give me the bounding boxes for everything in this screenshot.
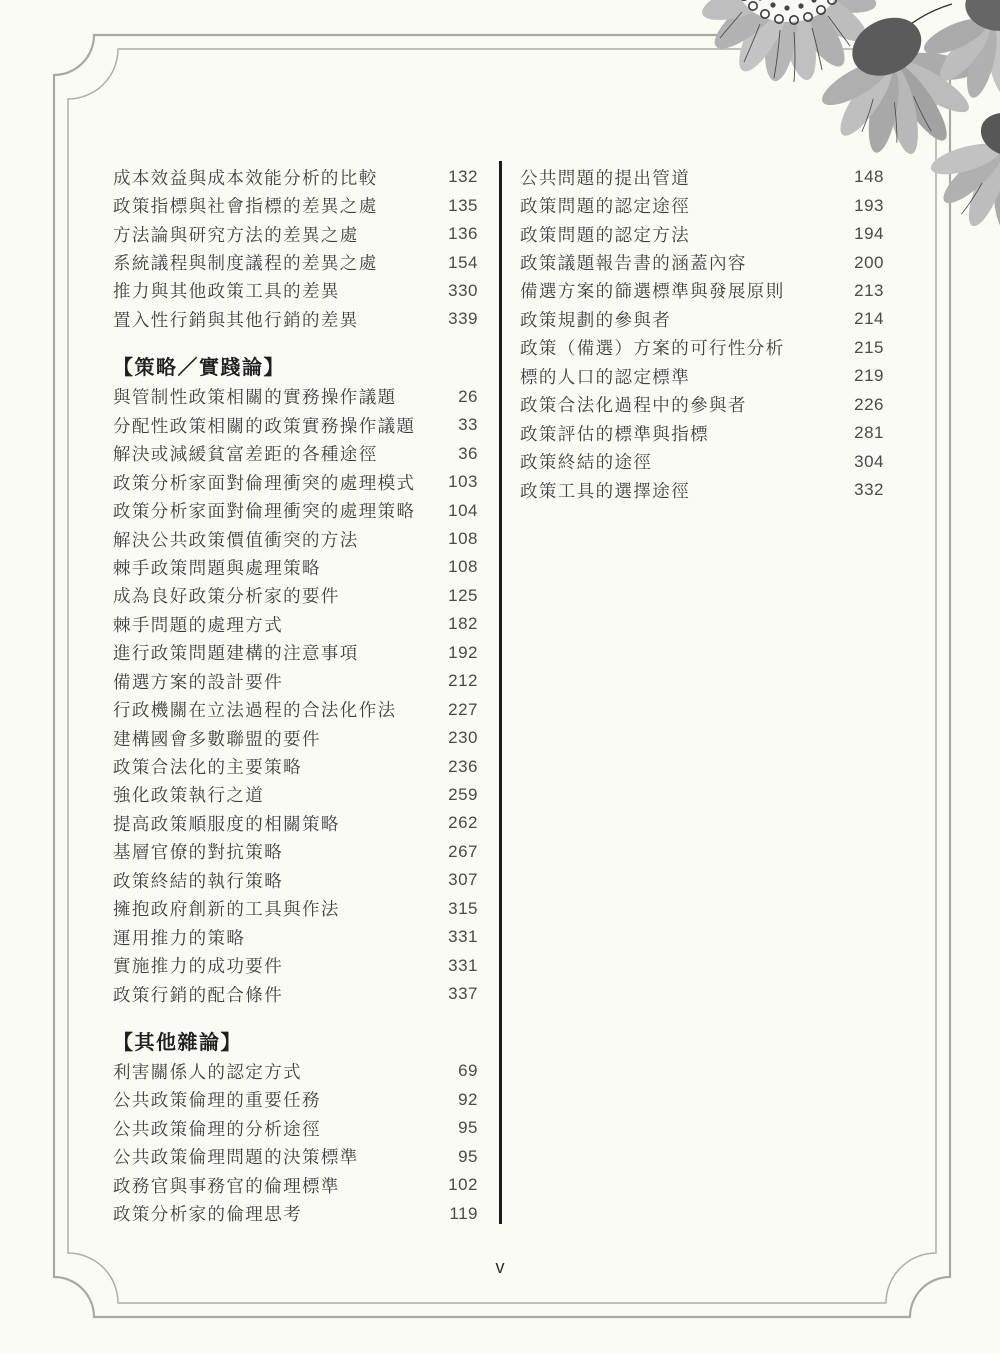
toc-entry	[520, 191, 884, 219]
toc-entry	[520, 277, 884, 305]
toc-entry-title: 政策合法化的主要策略	[113, 757, 302, 778]
toc-entry	[113, 695, 478, 723]
toc-entry	[520, 248, 884, 276]
toc-entry-page: 262	[448, 813, 478, 833]
toc-entry	[113, 951, 478, 979]
toc-entry	[113, 277, 478, 305]
toc-entry-page: 236	[448, 756, 478, 776]
toc-entry-title: 運用推力的策略	[113, 927, 246, 948]
toc-entry	[520, 391, 884, 419]
toc-entry	[113, 980, 478, 1008]
toc-entry-page: 148	[854, 167, 884, 187]
toc-entry-page: 215	[854, 337, 884, 357]
toc-entry-title: 政策指標與社會指標的差異之處	[113, 196, 378, 217]
toc-right-column	[520, 163, 884, 504]
toc-entry-title: 政策分析家面對倫理衝突的處理策略	[113, 501, 416, 522]
toc-entry-title: 置入性行銷與其他行銷的差異	[113, 309, 359, 330]
toc-entry-title: 政策終結的途徑	[520, 452, 653, 473]
toc-entry-title: 備選方案的篩選標準與發展原則	[520, 281, 785, 302]
toc-entry	[113, 468, 478, 496]
toc-entry	[113, 866, 478, 894]
toc-entry	[113, 1086, 478, 1114]
toc-entry	[520, 334, 884, 362]
page-number: v	[495, 1257, 505, 1277]
toc-entry-title: 系統議程與制度議程的差異之處	[113, 253, 378, 274]
toc-entry	[113, 163, 478, 191]
toc-entry-page: 104	[448, 500, 478, 520]
toc-entry	[113, 440, 478, 468]
toc-entry-title: 公共政策倫理問題的決策標準	[113, 1147, 359, 1168]
toc-entry	[113, 610, 478, 638]
toc-left-column	[113, 163, 478, 1228]
toc-entry-page: 95	[458, 1118, 478, 1138]
toc-entry-title: 擁抱政府創新的工具與作法	[113, 899, 340, 920]
toc-entry	[113, 1143, 478, 1171]
toc-entry-title: 推力與其他政策工具的差異	[113, 281, 340, 302]
toc-entry	[113, 248, 478, 276]
toc-entry-title: 政策終結的執行策略	[113, 870, 284, 891]
toc-entry-page: 200	[854, 252, 884, 272]
toc-entry	[520, 447, 884, 475]
toc-entry-page: 33	[458, 415, 478, 435]
toc-entry-page: 219	[854, 366, 884, 386]
toc-entry-title: 行政機關在立法過程的合法化作法	[113, 700, 397, 721]
toc-entry-title: 成為良好政策分析家的要件	[113, 586, 340, 607]
toc-entry-page: 214	[854, 309, 884, 329]
toc-entry	[113, 895, 478, 923]
toc-entry-page: 226	[854, 394, 884, 414]
toc-entry-page: 154	[448, 252, 478, 272]
toc-entry-title: 政策議題報告書的涵蓋內容	[520, 253, 747, 274]
toc-entry	[113, 752, 478, 780]
toc-entry-title: 分配性政策相關的政策實務操作議題	[113, 415, 416, 436]
toc-entry-title: 政策合法化過程中的參與者	[520, 395, 747, 416]
toc-entry	[113, 838, 478, 866]
toc-entry-page: 332	[854, 480, 884, 500]
toc-entry	[520, 362, 884, 390]
toc-entry	[113, 724, 478, 752]
toc-entry-page: 259	[448, 784, 478, 804]
toc-entry	[520, 220, 884, 248]
toc-entry-page: 108	[448, 529, 478, 549]
toc-entry-page: 227	[448, 699, 478, 719]
toc-entry-page: 135	[448, 195, 478, 215]
toc-entry-title: 利害關係人的認定方式	[113, 1061, 302, 1082]
toc-entry	[113, 525, 478, 553]
toc-entry	[113, 809, 478, 837]
toc-entry-page: 182	[448, 614, 478, 634]
toc-entry-title: 政策（備選）方案的可行性分析	[520, 338, 785, 359]
toc-entry	[113, 220, 478, 248]
toc-entry-page: 192	[448, 642, 478, 662]
toc-entry	[113, 496, 478, 524]
toc-entry-title: 成本效益與成本效能分析的比較	[113, 167, 378, 188]
toc-entry-page: 330	[448, 280, 478, 300]
toc-entry	[113, 923, 478, 951]
toc-entry-page: 339	[448, 309, 478, 329]
toc-entry-page: 193	[854, 195, 884, 215]
toc-entry-title: 政策規劃的參與者	[520, 309, 672, 330]
toc-entry-page: 95	[458, 1146, 478, 1166]
toc-entry-page: 213	[854, 280, 884, 300]
toc-entry-title: 政務官與事務官的倫理標準	[113, 1175, 340, 1196]
toc-entry-page: 331	[448, 927, 478, 947]
toc-entry-title: 政策分析家的倫理思考	[113, 1204, 302, 1225]
toc-entry-title: 基層官僚的對抗策略	[113, 842, 284, 863]
toc-entry	[113, 667, 478, 695]
toc-entry-title: 解決公共政策價值衝突的方法	[113, 529, 359, 550]
toc-entry-title: 政策行銷的配合條件	[113, 984, 284, 1005]
toc-entry	[113, 553, 478, 581]
toc-entry-page: 125	[448, 585, 478, 605]
toc-entry-title: 政策問題的認定方法	[520, 224, 691, 245]
toc-section-header: 【策略／實踐論】	[113, 357, 285, 380]
toc-entry-title: 政策評估的標準與指標	[520, 423, 709, 444]
toc-entry	[113, 1114, 478, 1142]
toc-entry-page: 307	[448, 870, 478, 890]
toc-entry	[113, 1057, 478, 1085]
toc-entry-page: 119	[449, 1203, 478, 1223]
toc-entry-page: 331	[448, 955, 478, 975]
toc-entry-page: 132	[448, 167, 478, 187]
toc-entry-title: 棘手問題的處理方式	[113, 614, 284, 635]
toc-entry-title: 與管制性政策相關的實務操作議題	[113, 387, 397, 408]
toc-entry-page: 103	[448, 472, 478, 492]
toc-entry	[113, 1199, 478, 1227]
toc-entry	[113, 582, 478, 610]
toc-entry	[520, 419, 884, 447]
toc-entry-title: 備選方案的設計要件	[113, 671, 284, 692]
toc-entry-title: 建構國會多數聯盟的要件	[113, 728, 321, 749]
toc-entry	[113, 305, 478, 333]
toc-entry	[113, 383, 478, 411]
toc-entry-title: 實施推力的成功要件	[113, 956, 284, 977]
toc-entry-title: 公共政策倫理的重要任務	[113, 1090, 321, 1111]
toc-entry	[113, 411, 478, 439]
toc-entry-title: 提高政策順服度的相關策略	[113, 813, 340, 834]
toc-entry-page: 92	[458, 1089, 478, 1109]
toc-entry-title: 政策分析家面對倫理衝突的處理模式	[113, 472, 416, 493]
toc-entry-page: 102	[448, 1175, 478, 1195]
toc-entry	[520, 305, 884, 333]
toc-entry-page: 281	[854, 423, 884, 443]
toc-entry-title: 解決或減緩貧富差距的各種途徑	[113, 444, 378, 465]
toc-entry-page: 136	[448, 224, 478, 244]
toc-entry-title: 公共問題的提出管道	[520, 167, 691, 188]
toc-entry-page: 304	[854, 451, 884, 471]
toc-entry-page: 315	[448, 898, 478, 918]
toc-section-header: 【其他雜論】	[113, 1031, 242, 1054]
toc-entry	[520, 163, 884, 191]
toc-entry-title: 強化政策執行之道	[113, 785, 265, 806]
toc-column-divider	[499, 161, 502, 1224]
toc-entry-page: 337	[448, 984, 478, 1004]
toc-entry-page: 230	[448, 728, 478, 748]
toc-entry	[520, 476, 884, 504]
toc-entry-title: 政策工具的選擇途徑	[520, 480, 691, 501]
toc-entry-title: 公共政策倫理的分析途徑	[113, 1118, 321, 1139]
toc-entry	[113, 639, 478, 667]
toc-entry-page: 212	[448, 671, 478, 691]
toc-entry-title: 棘手政策問題與處理策略	[113, 557, 321, 578]
toc-entry	[113, 781, 478, 809]
toc-entry-page: 69	[458, 1061, 478, 1081]
toc-entry	[113, 191, 478, 219]
toc-entry-title: 方法論與研究方法的差異之處	[113, 224, 359, 245]
toc-entry-page: 36	[458, 443, 478, 463]
toc-entry-page: 26	[458, 386, 478, 406]
toc-entry-title: 進行政策問題建構的注意事項	[113, 643, 359, 664]
toc-entry-page: 108	[448, 557, 478, 577]
toc-entry-title: 政策問題的認定途徑	[520, 196, 691, 217]
toc-entry-page: 194	[854, 224, 884, 244]
toc-entry-page: 267	[448, 841, 478, 861]
toc-entry	[113, 1171, 478, 1199]
toc-entry-title: 標的人口的認定標準	[520, 366, 691, 387]
